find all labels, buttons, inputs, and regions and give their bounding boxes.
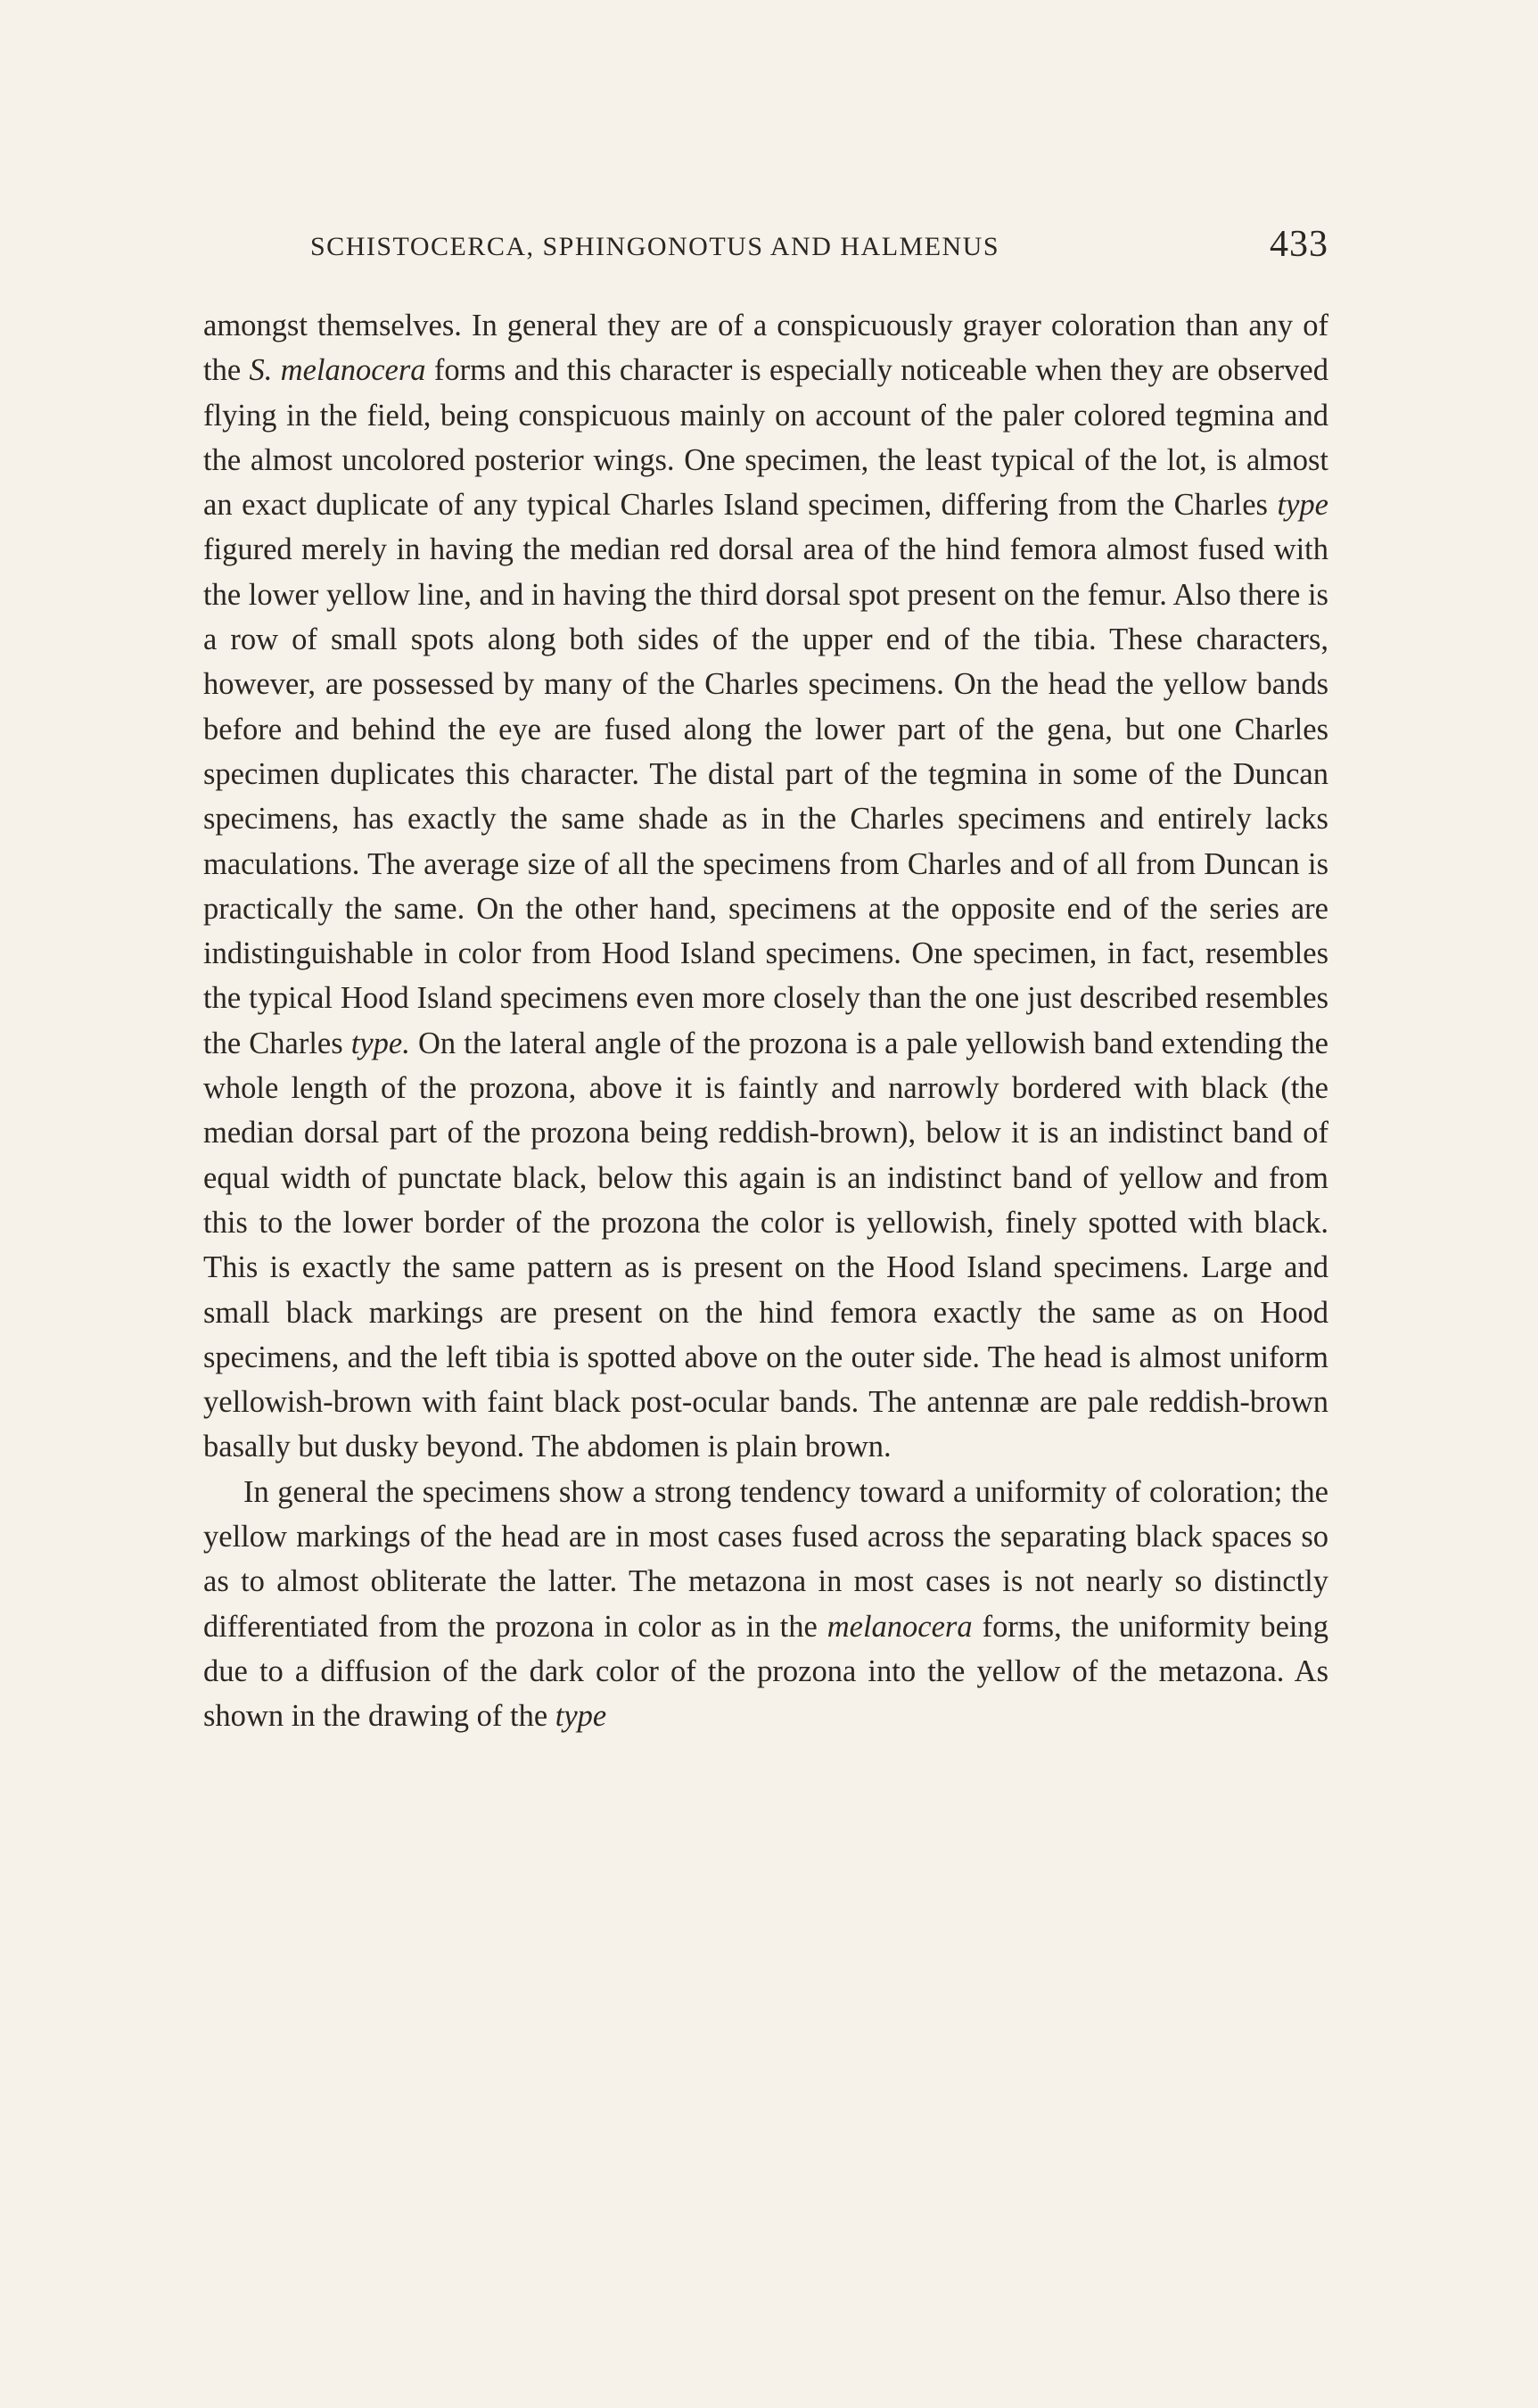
text-segment: forms and this character is especially noticeable when they are observed flying in the field, being conspicuous mainly on account of the paler colored tegmina and the almost uncolored posterior wings. One specimen, the least typical of the lot, is almost an exact duplicate of any typical Charles Island specimen, differing from the Charles xyxy=(203,353,1328,523)
body-text xyxy=(203,303,1328,1739)
text-segment: amongst themselves. In general they are of a conspicuously grayer coloration than any of the xyxy=(203,309,1328,388)
text-segment: In general the specimens show a strong tendency toward a uniformity of coloration; the yellow markings of the head are in most cases fused across the separating black spaces so as to almost obliterate the latter. The metazona in most cases is not nearly so distinctly differentiated from the prozona in color as in the xyxy=(203,1474,1328,1644)
page-number: 433 xyxy=(1270,224,1328,265)
text-segment: figured merely in having the median red dorsal area of the hind femora almost fused with the lower yellow line, and in having the third dorsal spot present on the femur. Also there is a row of small spots along both sides of the upper end of the tibia. These characters, however, are possessed by many of the Charles specimens. On the head the yellow bands before and behind the eye are fused along the lower part of the gena, but one Charles specimen duplicates this character. The distal part of the tegmina in some of the Duncan specimens, has exactly the same shade as in the Charles specimens and entirely lacks maculations. The average size of all the specimens from Charles and of all from Duncan is practically the same. On the other hand, specimens at the opposite end of the series are indistinguishable in color from Hood Island specimens. One specimen, in fact, resembles the typical Hood Island specimens even more closely than the one just described resembles the Charles xyxy=(203,532,1328,1060)
running-head xyxy=(203,223,1328,276)
paragraph-1 xyxy=(203,303,1328,1470)
paragraph-2 xyxy=(203,1470,1328,1739)
text-segment: forms, the uniformity being due to a diffusion of the dark color of the prozona into the yellow of the metazona. As shown in the drawing of the xyxy=(203,1609,1328,1734)
italic-term: type. xyxy=(350,1026,410,1060)
italic-term: type xyxy=(1277,488,1328,523)
text-segment: On the lateral angle of the prozona is a pale yellowish band extending the whole length of the prozona, above it is faintly and narrowly bordered with black (the median dorsal part of the prozona being reddish-brown), below it is an indistinct band of equal width of punctate black, below this again is an indistinct band of yellow and from this to the lower border of the prozona the color is yellowish, finely spotted with black. This is exactly the same pattern as is present on the Hood Island specimens. Large and small black markings are present on the hind femora exactly the same as on Hood specimens, and the left tibia is spotted above on the outer side. The head is almost uniform yellowish-brown with faint black post-ocular bands. The antennæ are pale reddish-brown basally but dusky beyond. The abdomen is plain brown. xyxy=(203,1026,1328,1464)
running-title: SCHISTOCERCA, SPHINGONOTUS AND HALMENUS xyxy=(310,232,1000,261)
italic-species-name: S. melanocera xyxy=(249,353,426,388)
italic-term: type xyxy=(555,1699,607,1734)
italic-species-name: melanocera xyxy=(827,1609,973,1644)
